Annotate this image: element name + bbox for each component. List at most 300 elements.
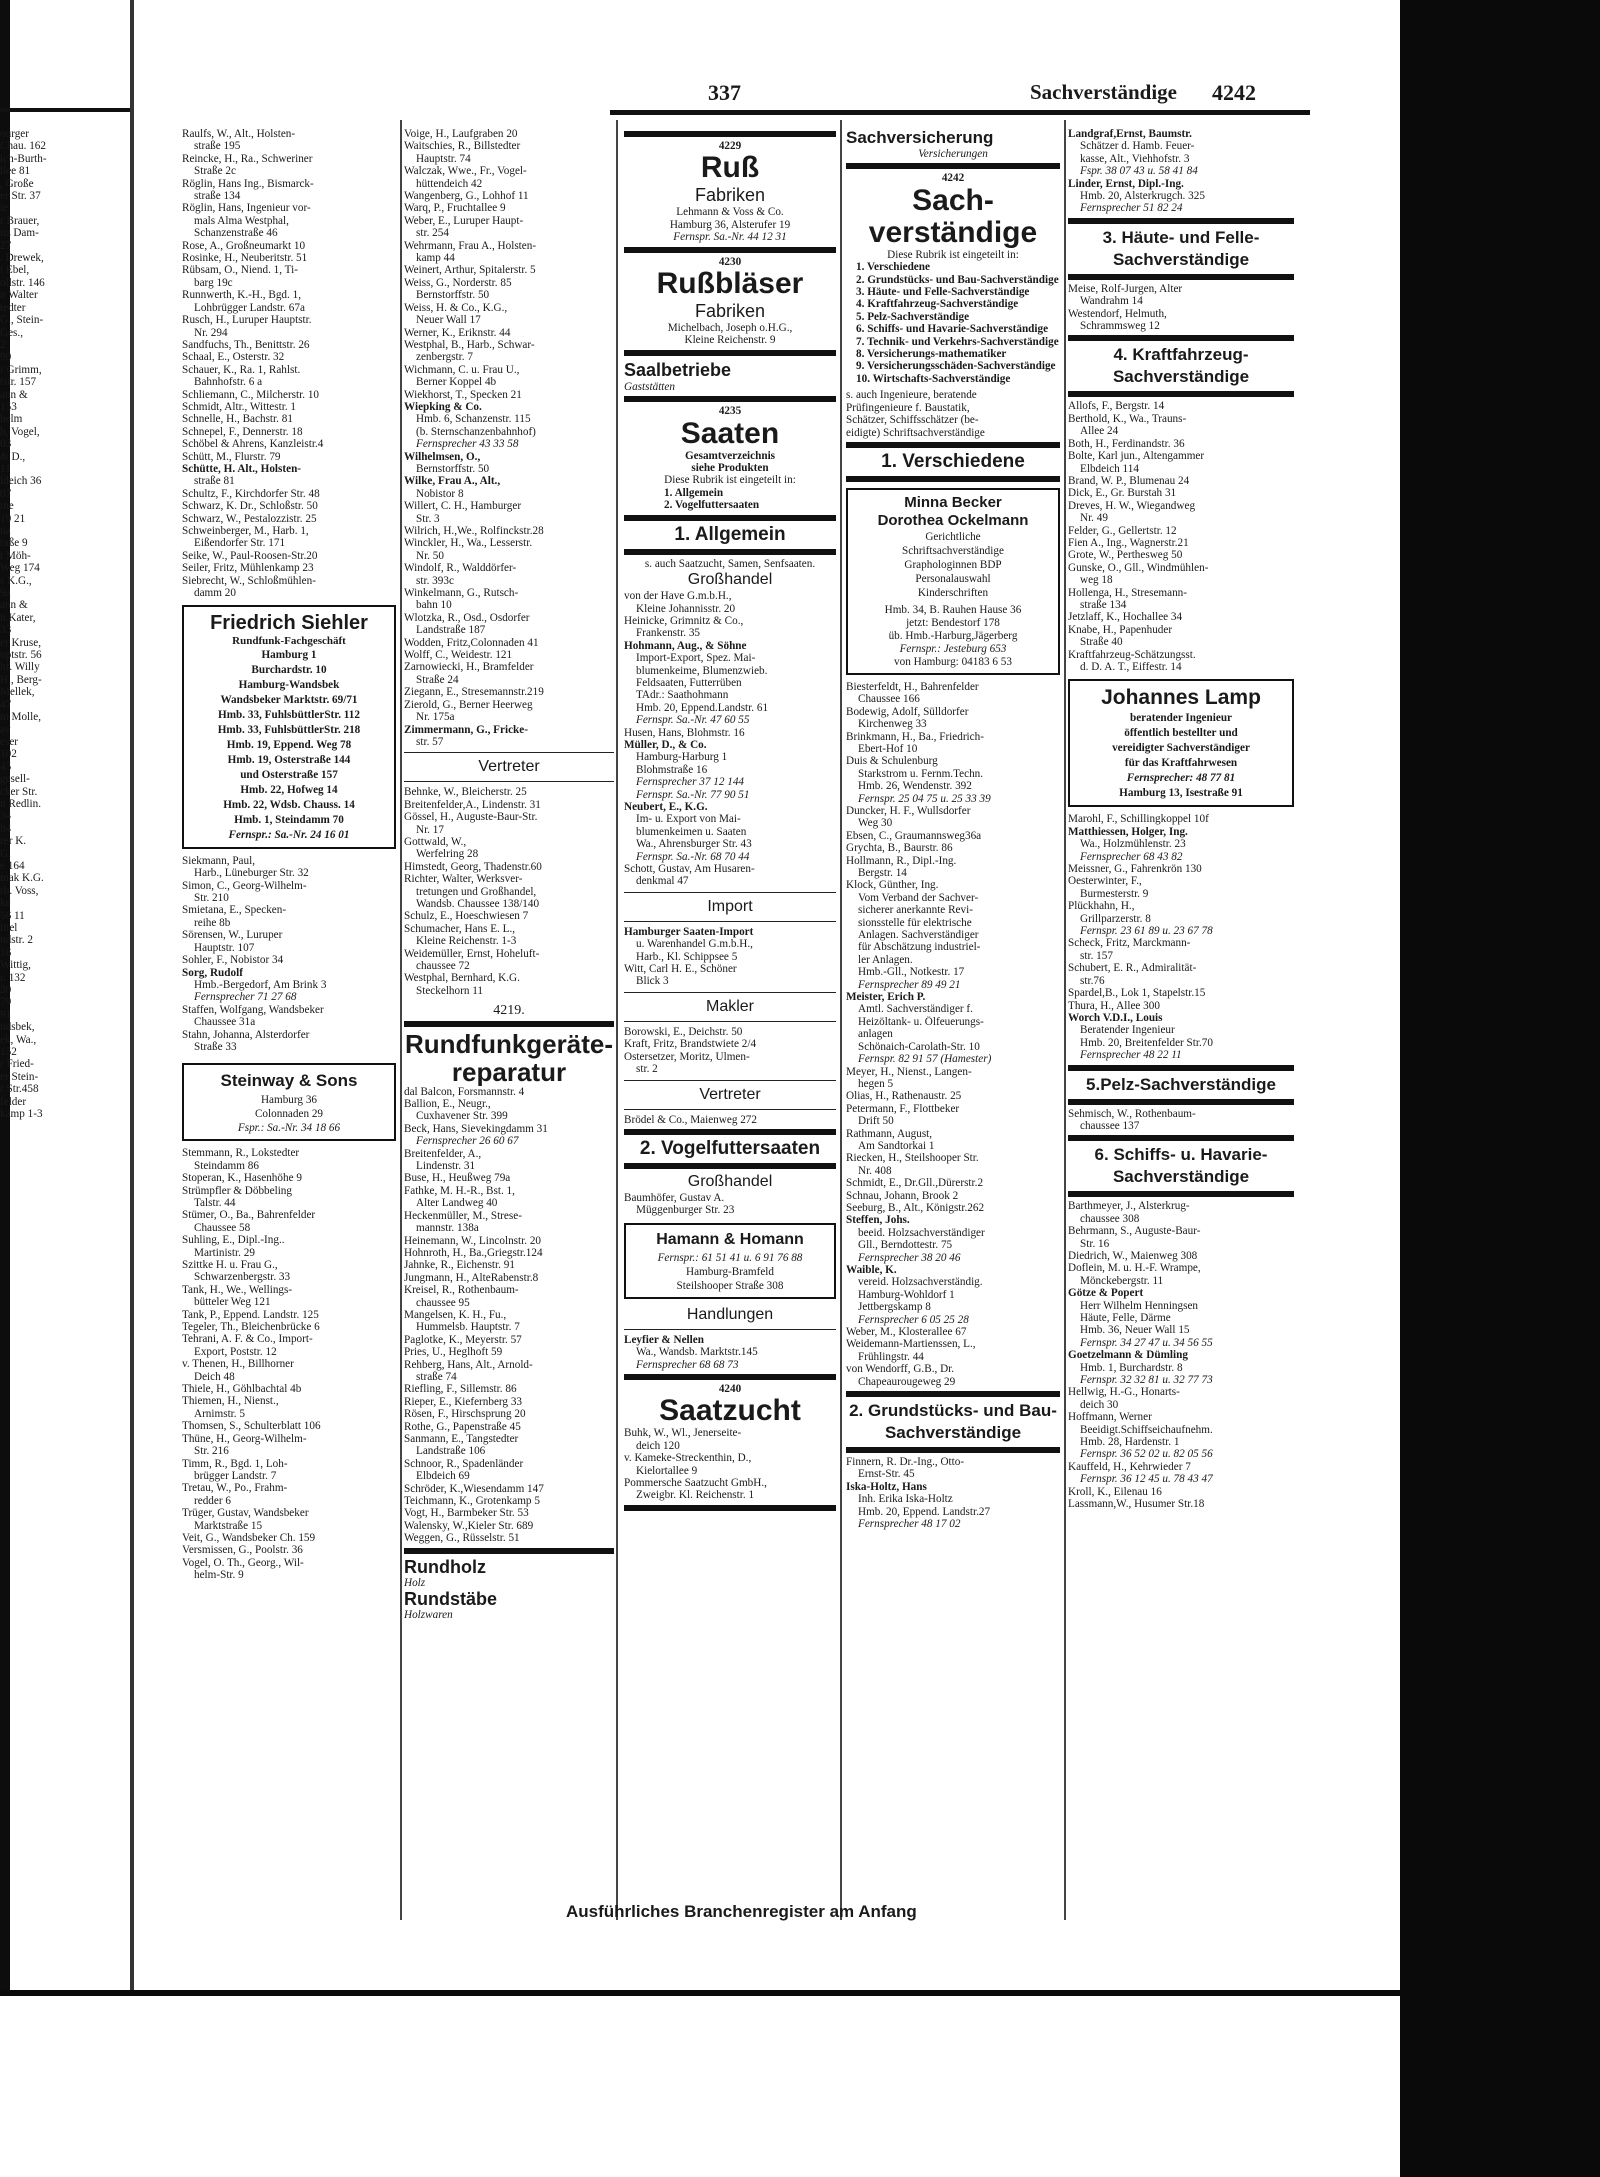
entry-line: Baumhöfer, Gustav A. <box>624 1191 725 1204</box>
entry-line: Hmb.-Bergedorf, Am Brink 3 <box>194 978 327 991</box>
entry-line: Nobistor 8 <box>416 487 464 500</box>
entry-line: Marktstraße 15 <box>194 1519 263 1532</box>
section-title: 2. Vogelfuttersaaten <box>639 1137 821 1159</box>
section-title: 4. Kraftfahrzeug-Sachverständige <box>1112 345 1250 387</box>
entry-line: Fernspr. 34 27 47 u. 34 56 55 <box>1080 1336 1213 1349</box>
entry-line: rer K. <box>0 835 27 848</box>
entry-line: Nr. 50 <box>416 549 444 562</box>
entry-line: Nr. 408 <box>858 1164 892 1177</box>
entry-line: Hmb. 6, Schanzenstr. 115 <box>416 413 531 426</box>
entry-line: s. auch Ingenieure, beratende <box>846 389 977 402</box>
entry-line: Amtl. Sachverständiger f. <box>858 1003 973 1016</box>
entry-line: Fspr. 38 07 43 u. 58 41 84 <box>1080 165 1198 178</box>
entry-line: kamp 44 <box>416 252 455 265</box>
ad-title: Hamann & Homann <box>656 1230 804 1248</box>
entry-line: Schultz, F., Kirchdorfer Str. 48 <box>182 487 320 500</box>
entry-line: Schnoor, R., Spadenländer <box>404 1457 524 1470</box>
entry-line: Rathmann, August, <box>846 1127 933 1140</box>
entry-line: n Walter <box>0 289 38 302</box>
entry-line: Werfelring 28 <box>416 848 479 861</box>
entry-line: r. 132 <box>0 971 26 984</box>
entry-line: Heinicke, Grimnitz & Co., <box>624 614 744 627</box>
entry-line: Nr. 294 <box>194 326 228 339</box>
entry-line: ke <box>0 897 11 910</box>
entry-line: Seike, W., Paul-Roosen-Str.20 <box>182 549 318 562</box>
entry-line: Schweinberger, M., Harb. 1, <box>182 525 309 537</box>
entry-line: Hmb. 36, Neuer Wall 15 <box>1080 1324 1190 1337</box>
entry-line: TAdr.: Saathohmann <box>636 689 729 702</box>
entry-line: redder 6 <box>194 1494 231 1507</box>
entry-line: anlagen <box>858 1028 893 1041</box>
entry-line: Rehberg, Hans, Alt., Arnold- <box>404 1358 533 1371</box>
entry-line: chaussee 95 <box>416 1296 470 1309</box>
entry-line: Worch V.D.I., Louis <box>1068 1011 1163 1024</box>
entry-line: Tank, P., Eppend. Landstr. 125 <box>182 1308 319 1321</box>
entry-line: 7. Technik- und Verkehrs-Sachverständige <box>856 335 1059 348</box>
entry-line: Lehmann & Voss & Co. <box>676 206 784 219</box>
page-section-title: Sachverständige <box>1030 80 1177 104</box>
entry-line: 56 11 <box>0 909 25 922</box>
entry-line: Willert, C. H., Hamburger <box>404 500 522 513</box>
entry-line: Weber, E., Luruper Haupt- <box>404 214 524 227</box>
entry-line: kamp 1-3 <box>0 1108 43 1121</box>
entry-line: weg 18 <box>1080 574 1113 587</box>
entry-line: Jetzlaff, K., Hochallee 34 <box>1068 611 1183 624</box>
entry-line: Runnwerth, K.-H., Bgd. 1, <box>182 289 302 302</box>
entry-line: deich 120 <box>636 1439 680 1452</box>
entry-line: deich 30 <box>1080 1398 1119 1411</box>
entry-line: zenbergstr. 7 <box>416 351 473 364</box>
entry-line: Thiemen, H., Nienst., <box>182 1395 279 1408</box>
entry-line: (b. Sternschanzenbahnhof) <box>416 425 536 438</box>
entry-list <box>1068 1200 1294 1510</box>
entry-line: barg 19c <box>194 276 233 289</box>
entry-line: H., Berg- <box>0 673 42 686</box>
entry-line: Wa., Ahrensburger Str. 43 <box>636 838 752 851</box>
entry-line: Zarnowiecki, H., Bramfelder <box>404 661 534 674</box>
entry-line: jetzt: Bendestorf 178 <box>906 616 1000 629</box>
entry-line: Schwarz, W., Pestalozzistr. 25 <box>182 512 317 525</box>
entry-line: Thomsen, S., Schulterblatt 106 <box>182 1420 321 1433</box>
ad-title: Steinway & Sons <box>220 1071 358 1091</box>
entry-list <box>404 128 614 748</box>
entry-line: Spardel,B., Lok 1, Stapelstr.15 <box>1068 987 1206 1000</box>
entry-line: str. 254 <box>416 227 449 240</box>
entry-line: Schütt, M., Flurstr. 79 <box>182 450 281 463</box>
entry-line: Hohnroth, H., Ba.,Griegstr.124 <box>404 1246 543 1259</box>
entry-line: 16 <box>0 946 12 959</box>
entry-line: Talstr. 44 <box>194 1196 236 1209</box>
entry-line: Burmesterstr. 9 <box>1080 887 1149 900</box>
entry-line: Duncker, H. F., Wullsdorfer <box>846 804 971 817</box>
rubric-number: 4240 <box>718 1382 742 1395</box>
rubric-subtitle: Holz <box>404 1576 426 1589</box>
section-title: 2. Grundstücks- und Bau-Sachverständige <box>849 1401 1057 1443</box>
entry-line: Marohl, F., Schillingkoppel 10f <box>1068 813 1209 826</box>
entry-line: Wittig, <box>0 959 31 972</box>
entry-line: Siebrecht, W., Schloßmühlen- <box>182 574 316 587</box>
entry-line: Jettbergskamp 8 <box>858 1301 931 1314</box>
entry-line: Schönaich-Carolath-Str. 10 <box>858 1040 980 1053</box>
entry-line: 9. Versicherungsschäden-Sachverständige <box>856 360 1056 373</box>
entry-line: reihe 8b <box>194 916 231 929</box>
entry-line: Bahnhofstr. 6 a <box>194 376 263 389</box>
entry-line: Lohbrügger Landstr. 67a <box>194 301 305 314</box>
entry-line: tstr. 157 <box>0 376 37 389</box>
entry-line: Schliemann, C., Milcherstr. 10 <box>182 388 320 401</box>
section-title: Vertreter <box>478 758 540 776</box>
entry-line: Wilhelmsen, O., <box>404 450 481 463</box>
entry-line: Wandrahm 14 <box>1080 295 1143 308</box>
entry-line: Jahnke, R., Eichenstr. 91 <box>404 1259 515 1272</box>
scan-edge-line <box>0 1990 1400 1996</box>
entry-line: Ernst-Str. 45 <box>858 1468 915 1481</box>
column-1 <box>182 128 396 1582</box>
ad-lines <box>630 1251 830 1293</box>
entry-line: Neuer Wall 17 <box>416 314 481 327</box>
entry-line: Rose, A., Großneumarkt 10 <box>182 239 306 252</box>
rubric-subtitle: Fabriken <box>694 301 766 322</box>
entry-line: vereidigter Sachverständiger <box>1112 742 1250 755</box>
entry-line: Harb., Lüneburger Str. 32 <box>194 867 309 880</box>
entry-line: Bodewig, Adolf, Sülldorfer <box>846 705 969 718</box>
entry-line: denkmal 47 <box>636 875 689 888</box>
entry-line: Fernsprecher 6 05 25 28 <box>858 1313 969 1326</box>
entry-line: Dorothea Ockelmann <box>877 511 1029 529</box>
rubric-title: Ruß <box>700 152 760 185</box>
entry-line: er Stein- <box>0 1070 39 1083</box>
entry-line: Hmb. 33, FuhlsbüttlerStr. 218 <box>217 723 361 736</box>
section-title: Handlungen <box>686 1305 774 1323</box>
entry-line: Rösen, F., Hirschsprung 20 <box>404 1408 526 1421</box>
entry-line: Barthmeyer, J., Alsterkrug- <box>1068 1200 1190 1213</box>
entry-line: Sandfuchs, Th., Benittstr. 26 <box>182 338 310 351</box>
entry-line: Hohmann, Aug., & Söhne <box>624 639 747 652</box>
scan-margin-bottom <box>0 1990 1400 2177</box>
entry-line: Thiele, H., Göhlbachtal 4b <box>182 1383 302 1396</box>
entry-line: Alter Landweg 40 <box>416 1197 498 1210</box>
entry-line: Tretau, W., Po., Frahm- <box>182 1482 288 1495</box>
entry-line: 34 <box>0 810 12 823</box>
column-divider <box>840 120 842 1920</box>
entry-line: Im- u. Export von Mai- <box>636 813 741 826</box>
entry-line: Weber, M., Klosterallee 67 <box>846 1326 967 1339</box>
page-code: 4242 <box>1212 80 1256 105</box>
entry-line: Schott, Gustav, Am Husaren- <box>624 863 755 876</box>
entry-line: Sorg, Rudolf <box>182 966 243 979</box>
rubric-title: Sach-verständige <box>868 184 1038 249</box>
entry-line: hegen 5 <box>858 1077 894 1090</box>
rubric-note: Gesamtverzeichnis <box>684 449 776 462</box>
section-title: 6. Schiffs- u. Havarie-Sachverständige <box>1094 1145 1268 1187</box>
entry-line: Strümpfler & Döbbeling <box>182 1184 292 1197</box>
entry-line: straße 74 <box>416 1370 457 1383</box>
entry-line: Sohler, F., Nobistor 34 <box>182 954 284 967</box>
entry-line: Heinemann, W., Lincolnstr. 20 <box>404 1234 542 1247</box>
entry-line: Ges., <box>0 326 23 339</box>
entry-line: Hmb. 1, Burchardstr. 8 <box>1080 1361 1183 1374</box>
entry-line: Wiekhorst, T., Specken 21 <box>404 388 522 401</box>
entry-line: Fernspr. 32 32 81 u. 32 77 73 <box>1080 1374 1213 1387</box>
entry-line: Allofs, F., Bergstr. 14 <box>1068 400 1165 413</box>
ad-steinway <box>182 1063 396 1141</box>
entry-list <box>846 1456 1060 1530</box>
entry-line: Minna Becker <box>904 493 1002 511</box>
rubric-title: Rundfunkgeräte-reparatur <box>405 1029 613 1086</box>
entry-line: Elbdeich 69 <box>416 1470 470 1483</box>
entry-line: Fernspr.: Jesteburg 653 <box>899 642 1007 655</box>
entry-line: Schaal, E., Osterstr. 32 <box>182 351 285 364</box>
entry-line: i Ebel, <box>0 264 30 277</box>
entry-line: Export, Poststr. 12 <box>194 1345 277 1358</box>
entry-line: Fernspr. Sa.-Nr. 68 70 44 <box>636 850 750 863</box>
rubric-title: Rußbläser <box>656 268 804 301</box>
section-title: Großhandel <box>687 571 773 589</box>
entry-line: Klock, Günther, Ing. <box>846 879 939 892</box>
entry-list <box>624 590 836 888</box>
entry-line: Prüfingenieure f. Baustatik, <box>846 401 970 414</box>
entry-line: 9a <box>0 587 11 600</box>
entry-line: Berthold, K., Wa., Trauns- <box>1068 412 1187 425</box>
entry-line: Hmb.-Gll., Notkestr. 17 <box>858 966 965 979</box>
entry-line: G. <box>0 847 11 860</box>
left-page-rule <box>0 108 130 112</box>
entry-line: Rothe, G., Papenstraße 45 <box>404 1420 521 1433</box>
entry-line: cker Str. <box>0 785 38 798</box>
entry-line: Mellek, <box>0 686 35 699</box>
entry-line: Fernsprecher 37 12 144 <box>636 776 745 789</box>
entry-line: Kraftfahrzeug-Schätzungsst. <box>1068 648 1196 661</box>
entry-line: Kauffeld, H., Kehrwieder 7 <box>1068 1460 1191 1473</box>
entry-line: Lassmann,W., Husumer Str.18 <box>1068 1498 1205 1511</box>
entry-line: Schmidt, Altr., Wittestr. 1 <box>182 400 297 413</box>
entry-line: Schumacher, Hans E. L., <box>404 922 516 935</box>
entry-line: 1. Allgemein <box>664 486 724 499</box>
entry-line: für Abschätzung industriel- <box>858 941 981 954</box>
rubric-title: Rundstäbe <box>404 1589 498 1610</box>
entry-line: Anlagen. Sachverständiger <box>858 929 979 942</box>
entry-line: Steindamm 86 <box>194 1159 259 1172</box>
entry-line: Linder, Ernst, Dipl.-Ing. <box>1068 177 1184 190</box>
section-title: Import <box>707 897 753 915</box>
entry-line: Waitschies, R., Billstedter <box>404 140 521 153</box>
entry-line: Vom Verband der Sachver- <box>858 891 979 904</box>
ad-title: Friedrich Siehler <box>210 612 368 635</box>
entry-list <box>624 1334 836 1371</box>
entry-line: 19 21 <box>0 512 26 525</box>
ad-lamp <box>1068 679 1294 807</box>
entry-line: bütteler Weg 121 <box>194 1296 271 1309</box>
entry-line: Fernsprecher 68 68 73 <box>636 1358 739 1371</box>
entry-line: Hummelsb. Hauptstr. 7 <box>416 1321 520 1334</box>
entry-line: Straße 24 <box>416 673 459 686</box>
entry-line: Cuxhavener Str. 399 <box>416 1110 508 1123</box>
entry-line: Vogel, O. Th., Georg., Wil- <box>182 1556 304 1569</box>
entry-line: Michelbach, Joseph o.H.G., <box>667 322 793 335</box>
entry-line: Wandsb. Chaussee 138/140 <box>416 897 540 910</box>
entry-line: von der Have G.m.b.H., <box>624 590 732 603</box>
entry-line: Versmissen, G., Poolstr. 36 <box>182 1544 303 1557</box>
entry-line: Smietana, E., Specken- <box>182 904 287 917</box>
entry-line: Röglin, Hans Ing., Bismarck- <box>182 177 314 190</box>
entry-line: Simon, C., Georg-Wilhelm- <box>182 879 307 892</box>
entry-line: Kleine Johannisstr. 20 <box>636 602 736 615</box>
entry-line: Wiepking & Co. <box>404 400 482 413</box>
entry-line: ndsbek, <box>0 1021 35 1034</box>
entry-line: üb. Hmb.-Harburg,Jägerberg <box>888 629 1018 642</box>
entry-line: Walensky, W.,Kieler Str. 689 <box>404 1519 534 1532</box>
entry-line: sionsstelle für elektrische <box>858 916 972 929</box>
entry-line: Burchardstr. 10 <box>251 663 327 676</box>
entry-line: Wa., Holzmühlenstr. 23 <box>1080 838 1186 851</box>
entry-line: Stümer, O., Ba., Bahrenfelder <box>182 1209 316 1222</box>
entry-line: Gössel, H., Auguste-Baur-Str. <box>404 811 538 824</box>
entry-list <box>182 128 396 599</box>
entry-line: Harb., Kl. Schippsee 5 <box>636 950 738 963</box>
entry-line: sicherer anerkannte Revi- <box>858 904 973 917</box>
rubric-number: 4229 <box>718 140 742 152</box>
entry-line: Hellwig, H.-G., Honarts- <box>1068 1386 1180 1399</box>
entry-line: Fernspr. 25 04 75 u. 25 33 39 <box>858 792 991 805</box>
entry-line: 6. Schiffs- und Havarie-Sachverständige <box>856 323 1049 336</box>
page-gutter <box>130 0 134 1990</box>
entry-line: & D., <box>0 450 26 463</box>
entry-line: blumenkeime, Blumenzwieb. <box>636 664 768 677</box>
entry-line: Kleine Reichenstr. 1-3 <box>416 935 517 948</box>
entry-line: Berner Koppel 4b <box>416 376 497 389</box>
page-footer: Ausführliches Branchenregister am Anfang <box>566 1902 917 1921</box>
entry-line: Götze & Popert <box>1068 1287 1144 1300</box>
entry-line: Wehrmann, Frau A., Holsten- <box>404 239 537 252</box>
entry-line: felder <box>0 1095 27 1108</box>
entry-line: Ziegann, E., Stresemannstr.219 <box>404 686 544 699</box>
entry-line: Winkelmann, G., Rutsch- <box>404 587 519 600</box>
entry-line: Nr. 49 <box>1080 512 1108 525</box>
entry-line: Häute, Felle, Därme <box>1080 1312 1171 1324</box>
entry-line: Schwarz, K. Dr., Schloßstr. 50 <box>182 500 318 513</box>
entry-line: Fernspr.: 61 51 41 u. 6 91 76 88 <box>657 1251 803 1264</box>
entry-line: Blick 3 <box>636 975 669 988</box>
column-divider <box>1064 120 1066 1920</box>
entry-line: Brödel & Co., Maienweg 272 <box>624 1113 757 1126</box>
entry-line: Röglin, Hans, Ingenieur vor- <box>182 202 311 215</box>
entry-line: Knabe, H., Papenhuder <box>1068 623 1173 636</box>
entry-line: Mönckebergstr. 11 <box>1080 1274 1164 1287</box>
entry-line: str. 393c <box>416 574 454 587</box>
entry-line: Winckler, H., Wa., Lesserstr. <box>404 537 533 550</box>
entry-line: Frühlingstr. 44 <box>858 1350 924 1363</box>
entry-list <box>1068 813 1294 1061</box>
entry-list <box>624 206 836 243</box>
entry-line: Witt, Carl H. E., Schöner <box>624 963 737 976</box>
entry-line: Grote, W., Perthesweg 50 <box>1068 549 1183 562</box>
rubric-title: Saalbetriebe <box>624 359 732 380</box>
entry-line: Hmb. 19, Eppend. Weg 78 <box>226 738 352 751</box>
entry-line: Hmb. 22, Hofweg 14 <box>240 783 338 796</box>
entry-line: Grillparzerstr. 8 <box>1080 912 1151 925</box>
entry-line: Seiler, Fritz, Mühlenkamp 23 <box>182 562 314 575</box>
entry-line: Hamburg-Bramfeld <box>685 1265 775 1278</box>
rubric-title: Rundholz <box>404 1556 486 1577</box>
entry-line: Fernspr. Sa.-Nr. 77 90 51 <box>636 788 750 801</box>
entry-line: Fernspr. 23 61 89 u. 23 67 78 <box>1080 925 1213 938</box>
entry-line: Kleine Reichenstr. 9 <box>684 334 776 347</box>
entry-line: Fernspr. 82 91 57 (Hamester) <box>858 1053 992 1066</box>
entry-line: Behrmann, S., Auguste-Baur- <box>1068 1225 1201 1238</box>
entry-line: Rübsam, O., Niend. 1, Ti- <box>182 264 298 277</box>
entry-line: Walczak, Wwe., Fr., Vogel- <box>404 165 527 178</box>
entry-line: Elbdeich 114 <box>1080 462 1139 475</box>
entry-line: Schrammsweg 12 <box>1080 320 1160 333</box>
entry-line: beratender Ingenieur <box>1129 712 1233 725</box>
entry-line: Str. 210 <box>194 892 229 905</box>
entry-line: Ebert-Hof 10 <box>858 742 918 755</box>
section-title: 5.Pelz-Sachverständige <box>1086 1074 1276 1094</box>
entry-line: Matthiessen, Holger, Ing. <box>1068 825 1188 838</box>
entry-line: eidigte) Schriftsachverständige <box>846 426 985 439</box>
entry-line: ann & <box>0 599 28 612</box>
entry-line: Weinert, Arthur, Spitalerstr. 5 <box>404 264 536 277</box>
ad-becker <box>846 488 1060 675</box>
entry-line: . Drewek, <box>0 252 44 265</box>
section-note: s. auch Saatzucht, Samen, Senfsaaten. <box>644 557 816 570</box>
entry-line: Timm, R., Bgd. 1, Loh- <box>182 1457 288 1470</box>
entry-line: Thura, H., Allee 300 <box>1068 999 1160 1012</box>
entry-line: ollstr. 146 <box>0 276 45 289</box>
ad-lines <box>852 530 1054 600</box>
entry-line: 102 <box>0 748 17 761</box>
entry-line: Allee 24 <box>1080 425 1119 438</box>
entry-line: vereid. Holzsachverständig. <box>858 1276 983 1289</box>
entry-line: Buse, H., Heußweg 79a <box>404 1172 511 1185</box>
entry-line: Chau. 162 <box>0 140 46 153</box>
rubric-title: Saaten <box>680 417 780 450</box>
entry-line: ine <box>0 500 14 513</box>
entry-line: Fernspr. Sa.-Nr. 44 12 31 <box>673 231 787 244</box>
entry-line: Fernsprecher 71 27 68 <box>194 991 297 1004</box>
entry-line: Riefling, F., Sillemstr. 86 <box>404 1383 517 1396</box>
entry-line: 91 <box>0 1008 12 1021</box>
entry-line: Schnelle, H., Bachstr. 81 <box>182 413 293 426</box>
entry-line: Werner, K., Eriknstr. 44 <box>404 326 511 339</box>
entry-line: Plückhahn, H., <box>1068 900 1135 913</box>
entry-line: Blohmstraße 16 <box>636 763 708 776</box>
entry-line: Brinkmann, H., Ba., Friedrich- <box>846 730 984 743</box>
entry-line: Hmb. 26, Wendenstr. 392 <box>858 780 972 793</box>
entry-line: Pries, U., Heglhoft 59 <box>404 1346 503 1359</box>
entry-list <box>182 1147 396 1581</box>
entry-line: damm 20 <box>194 587 236 600</box>
entry-line: Szittke H. u. Frau G., <box>182 1259 278 1271</box>
entry-line: Gunske, O., Gll., Windmühlen- <box>1068 561 1209 574</box>
entry-line: chaussee 137 <box>1080 1119 1140 1132</box>
entry-line: Weidemüller, Ernst, Hoheluft- <box>404 947 540 960</box>
entry-line: Fernsprecher: 48 77 81 <box>1126 772 1236 785</box>
entry-line: Westphal, Bernhard, K.G. <box>404 972 520 985</box>
entry-line: Feldsaaten, Futterrüben <box>636 676 742 689</box>
entry-line: 07 <box>0 487 12 500</box>
entry-line: Hmb. 1, Steindamm 70 <box>234 813 344 826</box>
entry-line: 79 <box>0 996 12 1009</box>
entry-line: Schröder, K.,Wiesendamm 147 <box>404 1482 544 1495</box>
entry-line: Sehmisch, W., Rothenbaum- <box>1068 1107 1196 1120</box>
entry-list <box>1068 400 1294 673</box>
entry-line: 11 <box>0 462 11 475</box>
entry-line: Steckelhorn 11 <box>416 984 484 997</box>
entry-line: Weiss, G., Norderstr. 85 <box>404 276 512 289</box>
entry-line: mals Alma Westphal, <box>194 214 289 227</box>
entry-line: Hamburg-Harburg 1 <box>636 751 728 764</box>
